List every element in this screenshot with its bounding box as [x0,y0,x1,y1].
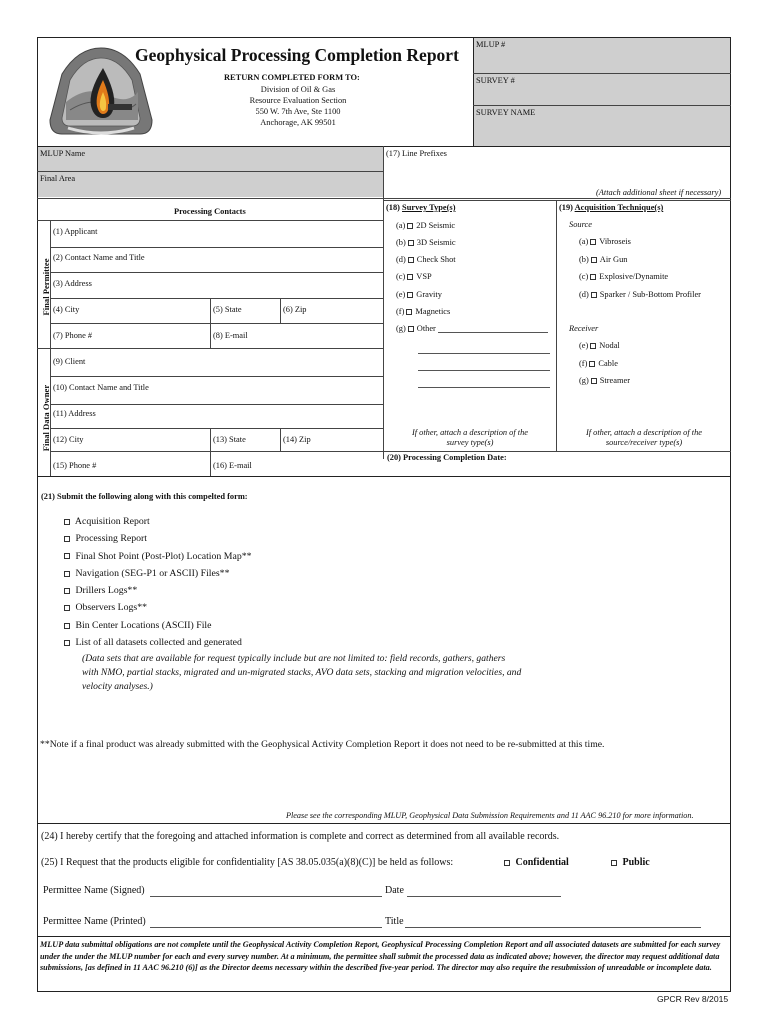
checkbox-icon [64,640,70,646]
source-explosive-option[interactable]: (c) Explosive/Dynamite [579,272,669,281]
line-prefixes-label: (17) Line Prefixes [386,149,447,158]
printed-name-label: Permittee Name (Printed) [43,916,146,927]
survey-2d-option[interactable]: (a) 2D Seismic [396,221,456,230]
attach-note: (Attach additional sheet if necessary) [596,188,722,197]
checkbox-icon [504,860,510,866]
receiver-cable-option[interactable]: (f) Cable [579,359,618,368]
resubmit-footnote: **Note if a final product was already submitted with the Geophysical Activity Completion Report it does not need to be re-submitted at this time. [40,739,605,750]
datasets-note: (Data sets that are available for request typically include but are not limited to: field records, gathers, gathers with NMO, partial stacks, migrated and un-migrated stacks, AVO data sets, stacking and migration velocities, and velocity analyses.) [82,653,522,692]
mlup-name-label: MLUP Name [40,149,86,158]
contact-name-field[interactable]: (2) Contact Name and Title [53,253,145,262]
final-area-label: Final Area [40,174,76,183]
survey-number-label: SURVEY # [476,76,515,85]
source-airgun-option[interactable]: (b) Air Gun [579,255,628,264]
confidentiality-request: (25) I Request that the products eligible for confidentiality [AS 38.05.035(a)(8)(C)] be held as follows: [41,857,454,868]
zip2-field[interactable]: (14) Zip [283,435,311,444]
checkbox-icon [64,588,70,594]
contacts-heading: Processing Contacts [174,207,246,216]
survey-other-footnote: If other, attach a description of the survey type(s) [411,428,529,447]
checkbox-icon [590,343,596,349]
acquisition-other-footnote: If other, attach a description of the source/receiver type(s) [585,428,703,447]
other-input-line[interactable] [438,332,548,333]
survey-3d-option[interactable]: (b) 3D Seismic [396,238,456,247]
submit-item[interactable]: Acquisition Report [62,513,252,530]
survey-checkshot-option[interactable]: (d) Check Shot [396,255,456,264]
address-line: Division of Oil & Gas [260,85,336,94]
address-line: Resource Evaluation Section [249,96,347,105]
address-field[interactable]: (3) Address [53,279,92,288]
return-label: RETURN COMPLETED FORM TO: [224,73,360,82]
mlup-number-field[interactable] [473,38,730,146]
checkbox-icon [591,292,597,298]
checkbox-icon [407,223,413,229]
submit-item[interactable]: Processing Report [62,530,252,547]
checkbox-icon [64,571,70,577]
title-input[interactable] [405,927,701,928]
source-vibroseis-option[interactable]: (a) Vibroseis [579,237,631,246]
submit-item[interactable]: Observers Logs** [62,599,252,616]
final-data-owner-label: Final Data Owner [41,384,51,452]
signed-name-input[interactable] [150,896,382,897]
checkbox-icon [64,553,70,559]
source-label: Source [569,220,592,229]
survey-magnetics-option[interactable]: (f) Magnetics [396,307,451,316]
submit-item[interactable]: Drillers Logs** [62,582,252,599]
checkbox-icon [590,239,596,245]
survey-name-label: SURVEY NAME [476,108,536,117]
mlup-name-field[interactable] [38,147,383,197]
state2-field[interactable]: (13) State [213,435,246,444]
checkbox-icon [408,326,414,332]
receiver-label: Receiver [569,324,599,333]
city-field[interactable]: (4) City [53,305,80,314]
checkbox-icon [64,605,70,611]
checkbox-icon [590,274,596,280]
email-field[interactable]: (8) E-mail [213,331,248,340]
address2-field[interactable]: (11) Address [53,409,96,418]
checkbox-icon [407,292,413,298]
submit-item[interactable]: Bin Center Locations (ASCII) File [62,617,252,634]
checkbox-icon [64,519,70,525]
submit-heading: (21) Submit the following along with this compelted form: [41,492,248,501]
date-label: Date [385,885,404,896]
checkbox-icon [407,274,413,280]
submit-checklist [62,513,252,651]
phone-field[interactable]: (7) Phone # [53,331,93,340]
public-option[interactable]: Public [609,857,650,868]
obligations-note: MLUP data submittal obligations are not complete until the Geophysical Activity Completion Report, Geophysical Processing Completion Report and all associated datasets are submitted for each survey under the under the MLUP number for each and every survey number. At a minimum, the permittee shall submit the processed data as indicated above; however, the director may request additional data submissions, [as defined in 11 AAC 96.210 (6)] as the Director deems necessary within the described five-year period. The director may also require the resubmission of unreadable or incomplete data. [40,940,721,972]
survey-types-heading: (18) Survey Type(s) [386,203,456,212]
applicant-field[interactable]: (1) Applicant [53,227,98,236]
mlup-number-label: MLUP # [476,40,506,49]
state-field[interactable]: (5) State [213,305,242,314]
checkbox-icon [408,257,414,263]
acquisition-heading: (19) Acquisition Technique(s) [559,203,664,212]
checkbox-icon [591,378,597,384]
see-requirements-note: Please see the corresponding MLUP, Geophysical Data Submission Requirements and 11 AAC 96.210 for more information. [286,811,694,820]
city2-field[interactable]: (12) City [53,435,84,444]
return-address [198,84,398,128]
survey-gravity-option[interactable]: (e) Gravity [396,290,442,299]
receiver-streamer-option[interactable]: (g) Streamer [579,376,630,385]
confidential-option[interactable]: Confidential [502,857,569,868]
checkbox-icon [591,257,597,263]
checkbox-icon [589,361,595,367]
checkbox-icon [611,860,617,866]
checkbox-icon [408,240,414,246]
contact-name2-field[interactable]: (10) Contact Name and Title [53,383,149,392]
title-label: Title [385,916,404,927]
survey-other-option[interactable]: (g) Other [396,324,436,333]
address-line: 550 W. 7th Ave, Ste 1100 [255,107,341,116]
certify-statement: (24) I hereby certify that the foregoing and attached information is complete and correct as determined from all available records. [41,831,560,842]
checkbox-icon [64,623,70,629]
zip-field[interactable]: (6) Zip [283,305,307,314]
phone2-field[interactable]: (15) Phone # [53,461,97,470]
revision-label: GPCR Rev 8/2015 [657,994,729,1004]
email2-field[interactable]: (16) E-mail [213,461,252,470]
submit-item[interactable]: Final Shot Point (Post-Plot) Location Map** [62,548,252,565]
other-input-line[interactable] [418,387,550,388]
submit-item[interactable]: List of all datasets collected and generated [62,634,252,651]
survey-vsp-option[interactable]: (c) VSP [396,272,432,281]
date-input[interactable] [407,896,561,897]
address-line: Anchorage, AK 99501 [260,118,336,127]
checkbox-icon [64,536,70,542]
completion-date-field[interactable]: (20) Processing Completion Date: [387,453,507,462]
form-title: Geophysical Processing Completion Report [135,45,459,65]
source-sparker-option[interactable]: (d) Sparker / Sub-Bottom Profiler [579,290,701,299]
checkbox-icon [406,309,412,315]
receiver-nodal-option[interactable]: (e) Nodal [579,341,620,350]
final-permittee-label: Final Permittee [41,258,51,316]
client-field[interactable]: (9) Client [53,357,86,366]
other-input-line[interactable] [418,370,550,371]
submit-item[interactable]: Navigation (SEG-P1 or ASCII) Files** [62,565,252,582]
printed-name-input[interactable] [150,927,382,928]
signed-name-label: Permittee Name (Signed) [43,885,145,896]
other-input-line[interactable] [418,353,550,354]
